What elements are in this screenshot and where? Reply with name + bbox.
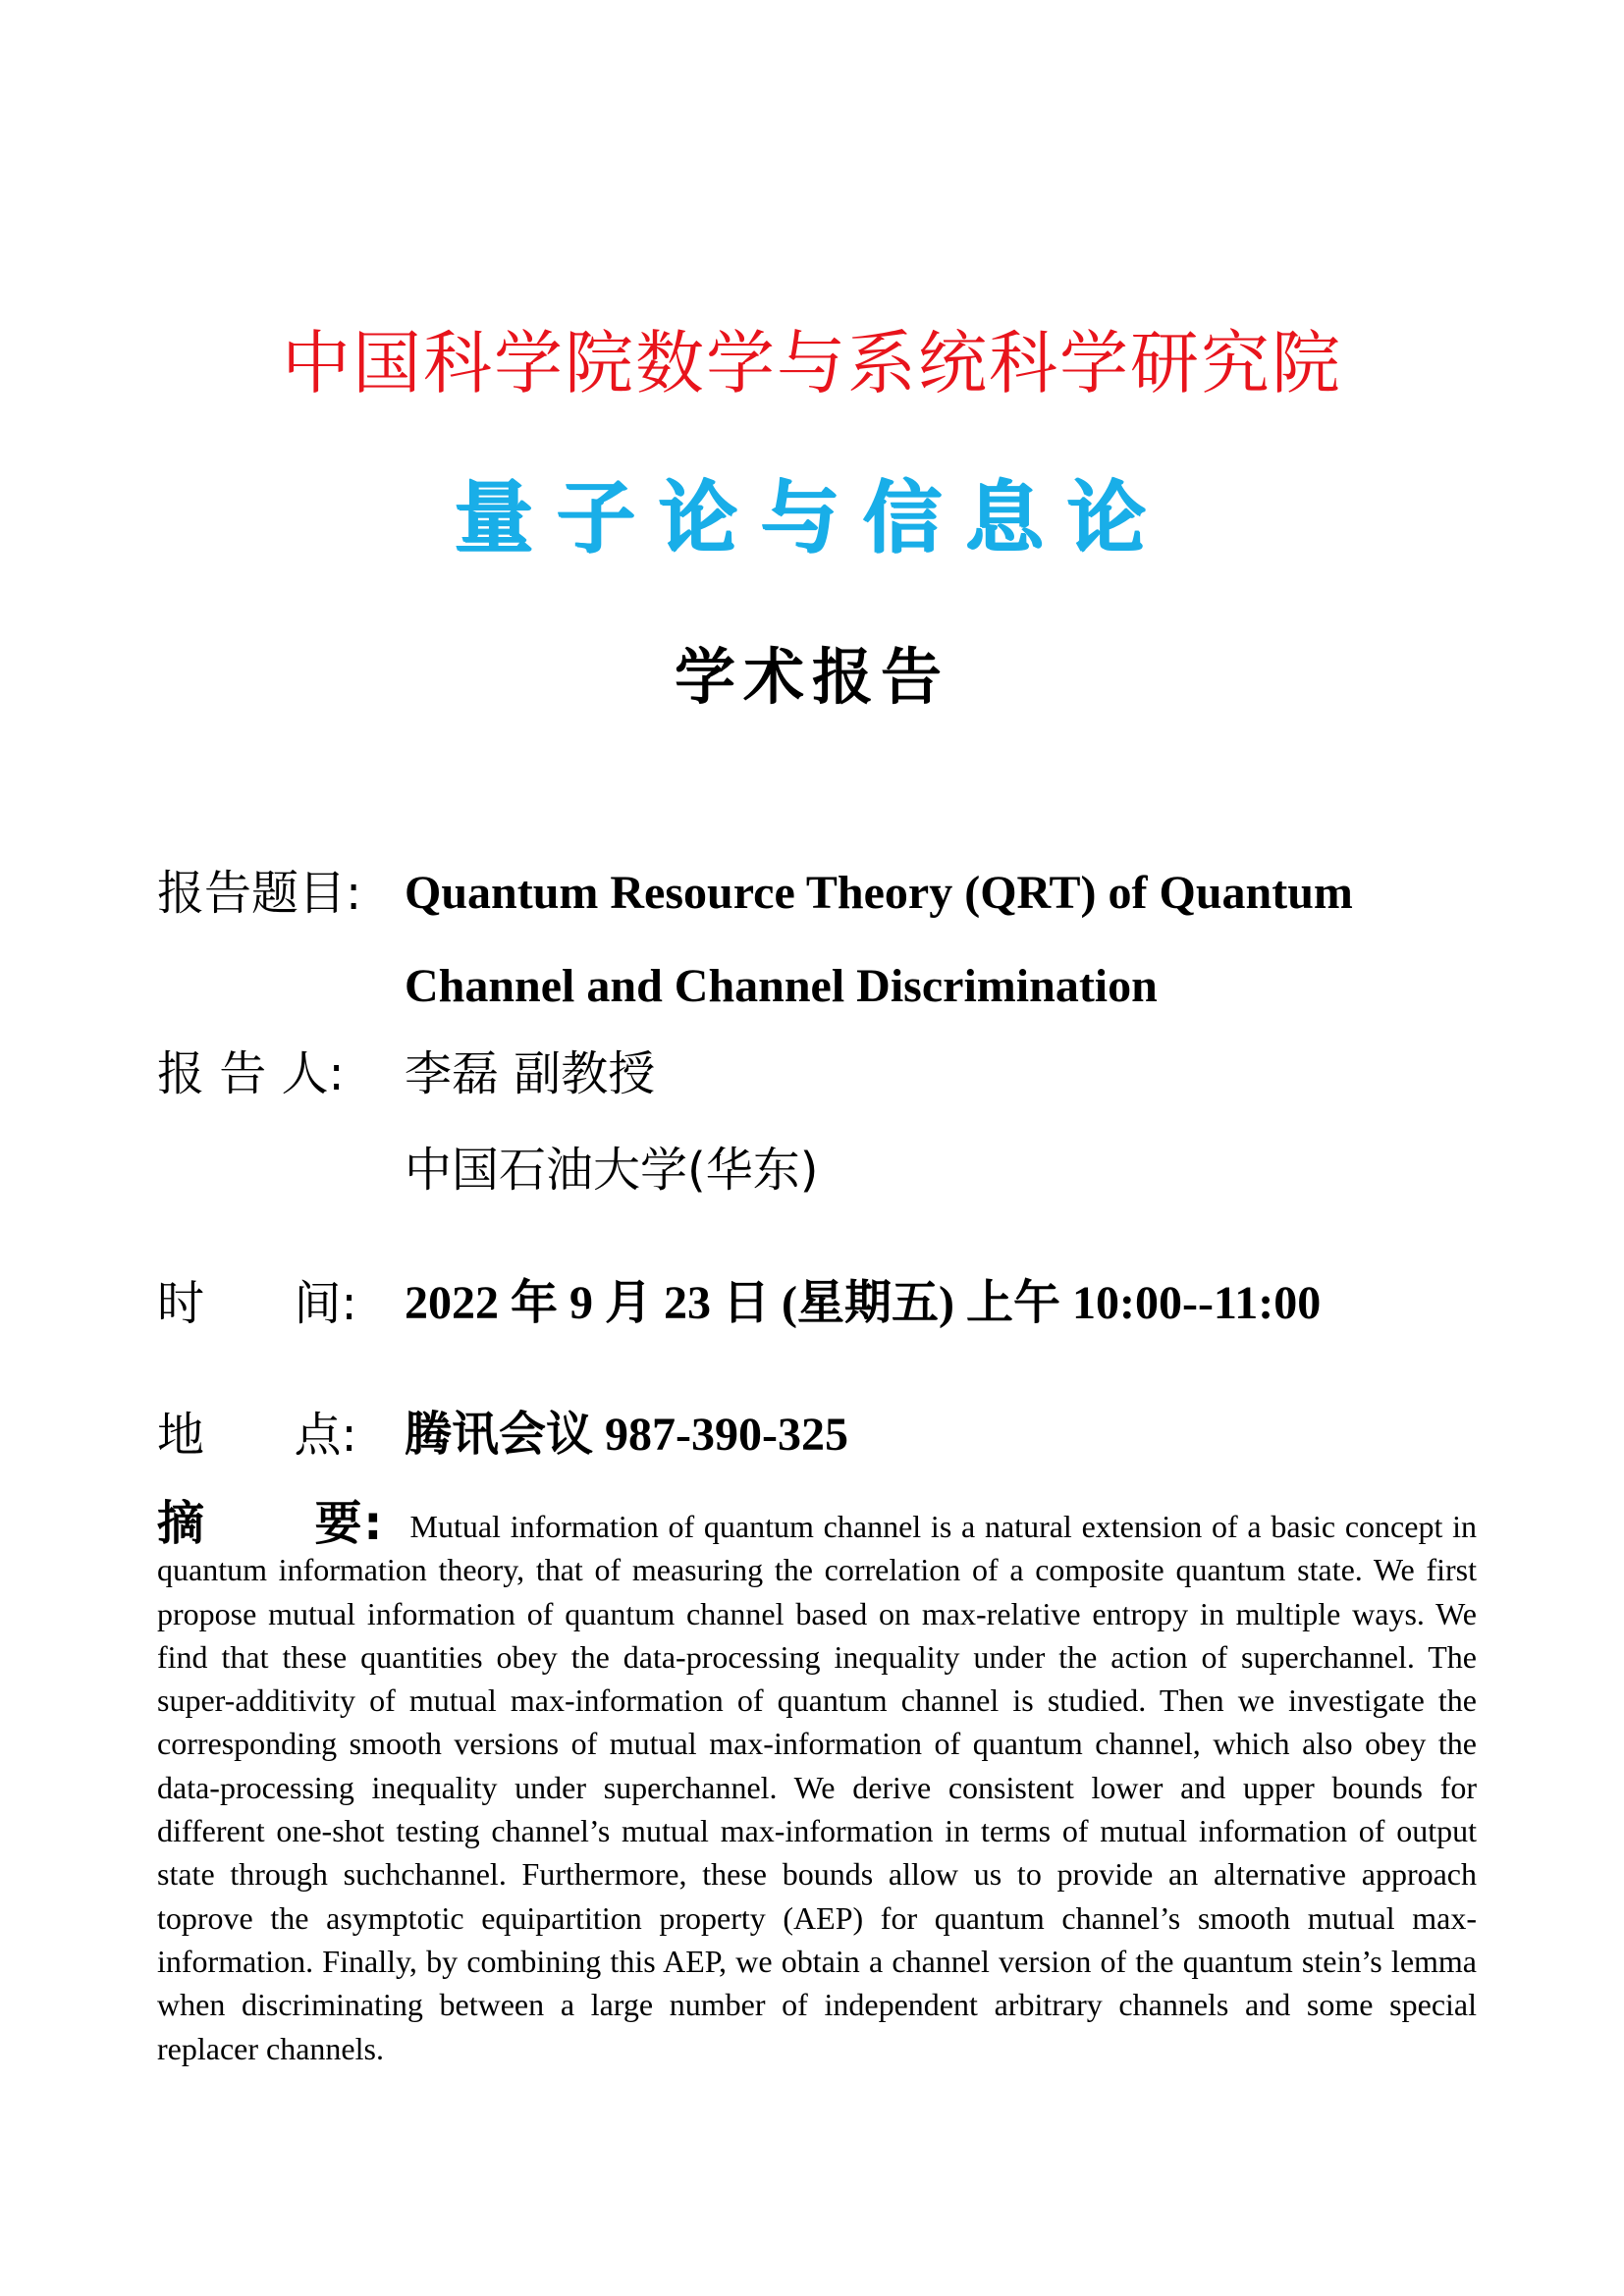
report-heading: 学术报告 bbox=[674, 641, 949, 713]
abstract-label: 摘 要: bbox=[157, 1496, 383, 1551]
time-label: 时 间: bbox=[157, 1276, 357, 1331]
seminar-series-title: 量子论与信息论 bbox=[455, 472, 1169, 563]
institute-name: 中国科学院数学与系统科学研究院 bbox=[282, 323, 1342, 403]
title-label: 报告题目: bbox=[157, 866, 362, 921]
title-line-1: Quantum Resource Theory (QRT) of Quantum bbox=[405, 867, 1353, 919]
place-label: 地 点: bbox=[157, 1408, 357, 1463]
time-value: 2022 年 9 月 23 日 (星期五) 上午 10:00--11:00 bbox=[405, 1277, 1322, 1329]
abstract bbox=[157, 1496, 1477, 2070]
speaker-affiliation: 中国石油大学(华东) bbox=[405, 1143, 819, 1198]
abstract-text: Mutual information of quantum channel is a natural extension of a basic concept in quantum information theory, that of measuring the correlation of a composite quantum state. We first propose mutual information of quantum channel based on max-relative entropy in multiple ways. We find that these quantities obey the data-processing inequality under the action of superchannel. The super-additivity of mutual max-information of quantum channel is studied. Then we investigate the corresponding smooth versions of mutual max-information of quantum channel, which also obey the data-processing inequality under superchannel. We derive consistent lower and upper bounds for different one-shot testing channel’s mutual max-information in terms of mutual information of output state through suchchannel. Furthermore, these bounds allow us to provide an alternative approach toprove the asymptotic equipartition property (AEP) for quantum channel’s smooth mutual max-information. Finally, by combining this AEP, we obtain a channel version of the quantum stein’s lemma when discriminating between a large number of independent arbitrary channels and some special replacer channels. bbox=[157, 1509, 1477, 2066]
place-value: 腾讯会议 987-390-325 bbox=[405, 1409, 848, 1461]
title-line-2: Channel and Channel Discrimination bbox=[405, 960, 1158, 1012]
speaker-name: 李磊 副教授 bbox=[405, 1046, 656, 1101]
speaker-label: 报 告 人: bbox=[157, 1046, 345, 1101]
